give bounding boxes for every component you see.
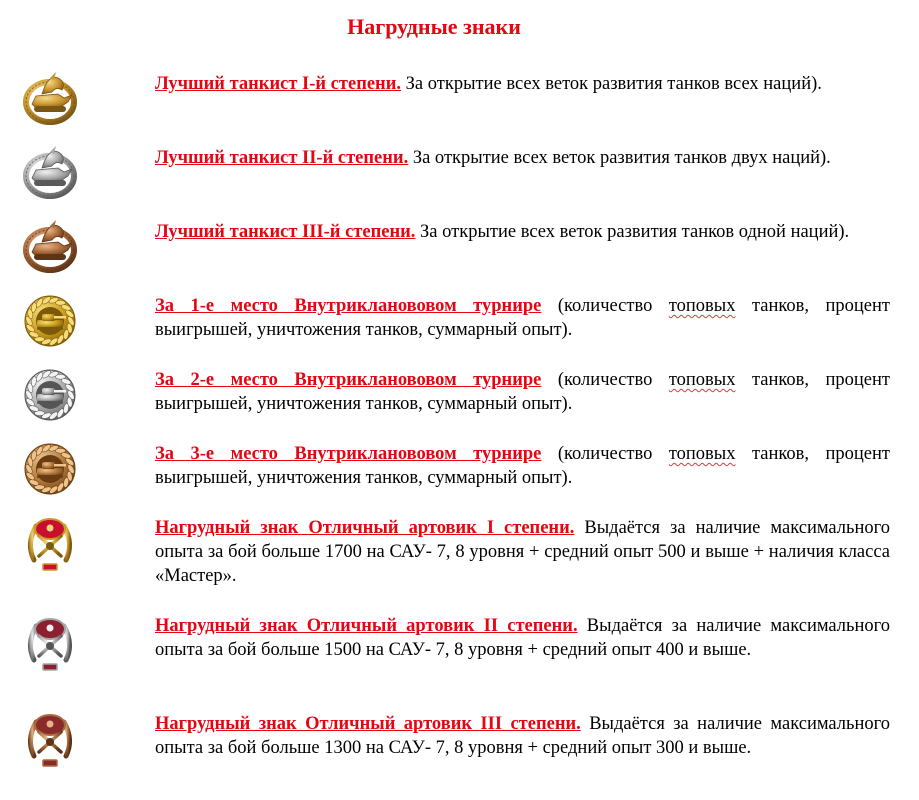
criteria-text: танков, процент выигрышей, уничтожения танков, суммарный опыт).	[155, 444, 891, 488]
badge-criteria: За открытие всех веток развития танков двух наций).	[412, 148, 831, 168]
badge-description	[155, 294, 890, 342]
badge-name: Нагрудный знак Отличный артовик III степени.	[155, 714, 581, 734]
badge-name: Нагрудный знак Отличный артовик I степени.	[155, 518, 575, 538]
badge-description	[155, 442, 890, 490]
badge-name: За 1-е место Внутрикланововом турнире	[155, 296, 542, 316]
badge-name: За 2-е место Внутрикланововом турнире	[155, 370, 542, 390]
badge-description	[155, 712, 890, 760]
tank-badge-gold-icon	[22, 68, 78, 130]
badge-name: Нагрудный знак Отличный артовик II степени.	[155, 616, 578, 636]
criteria-text: (количество	[557, 296, 669, 316]
tank-badge-bronze-icon	[22, 216, 78, 278]
artillery-badge-bronze-icon	[22, 710, 78, 772]
clan-badge-silver-icon	[22, 364, 78, 426]
badge-name: Лучший танкист I-й степени.	[155, 74, 402, 94]
criteria-text: танков, процент выигрышей, уничтожения танков, суммарный опыт).	[155, 370, 891, 414]
badge-name: Лучший танкист II-й степени.	[155, 148, 409, 168]
tank-badge-silver-icon	[22, 142, 78, 204]
criteria-text: топовых	[668, 370, 736, 390]
badge-description	[155, 368, 890, 416]
badge-criteria: За открытие всех веток развития танков всех наций).	[405, 74, 822, 94]
criteria-text: танков, процент выигрышей, уничтожения танков, суммарный опыт).	[155, 296, 891, 340]
clan-badge-bronze-icon	[22, 438, 78, 500]
badge-description	[155, 516, 890, 588]
badge-name: За 3-е место Внутрикланововом турнире	[155, 444, 542, 464]
criteria-text: (количество	[557, 370, 669, 390]
artillery-badge-silver-icon	[22, 614, 78, 676]
badge-description	[155, 146, 890, 170]
clan-badge-gold-icon	[22, 290, 78, 352]
criteria-text: топовых	[668, 296, 736, 316]
page-title: Нагрудные знаки	[347, 14, 521, 39]
badge-name: Лучший танкист III-й степени.	[155, 222, 416, 242]
criteria-text: топовых	[668, 444, 736, 464]
badge-description	[155, 614, 890, 662]
badge-criteria: Выдаётся за наличие максимального опыта за бой больше 1500 на САУ- 7, 8 уровня + средний опыт 400 и выше.	[155, 616, 890, 660]
badge-criteria: За открытие всех веток развития танков одной наций).	[420, 222, 850, 242]
badge-description	[155, 72, 890, 96]
artillery-badge-gold-icon	[22, 514, 78, 576]
badge-criteria: Выдаётся за наличие максимального опыта за бой больше 1700 на САУ- 7, 8 уровня + средний опыт 500 и выше + наличия класса «Мастер».	[155, 518, 890, 586]
badge-criteria: Выдаётся за наличие максимального опыта за бой больше 1300 на САУ- 7, 8 уровня + средний опыт 300 и выше.	[155, 714, 891, 758]
badge-description	[155, 220, 890, 244]
criteria-text: (количество	[557, 444, 669, 464]
